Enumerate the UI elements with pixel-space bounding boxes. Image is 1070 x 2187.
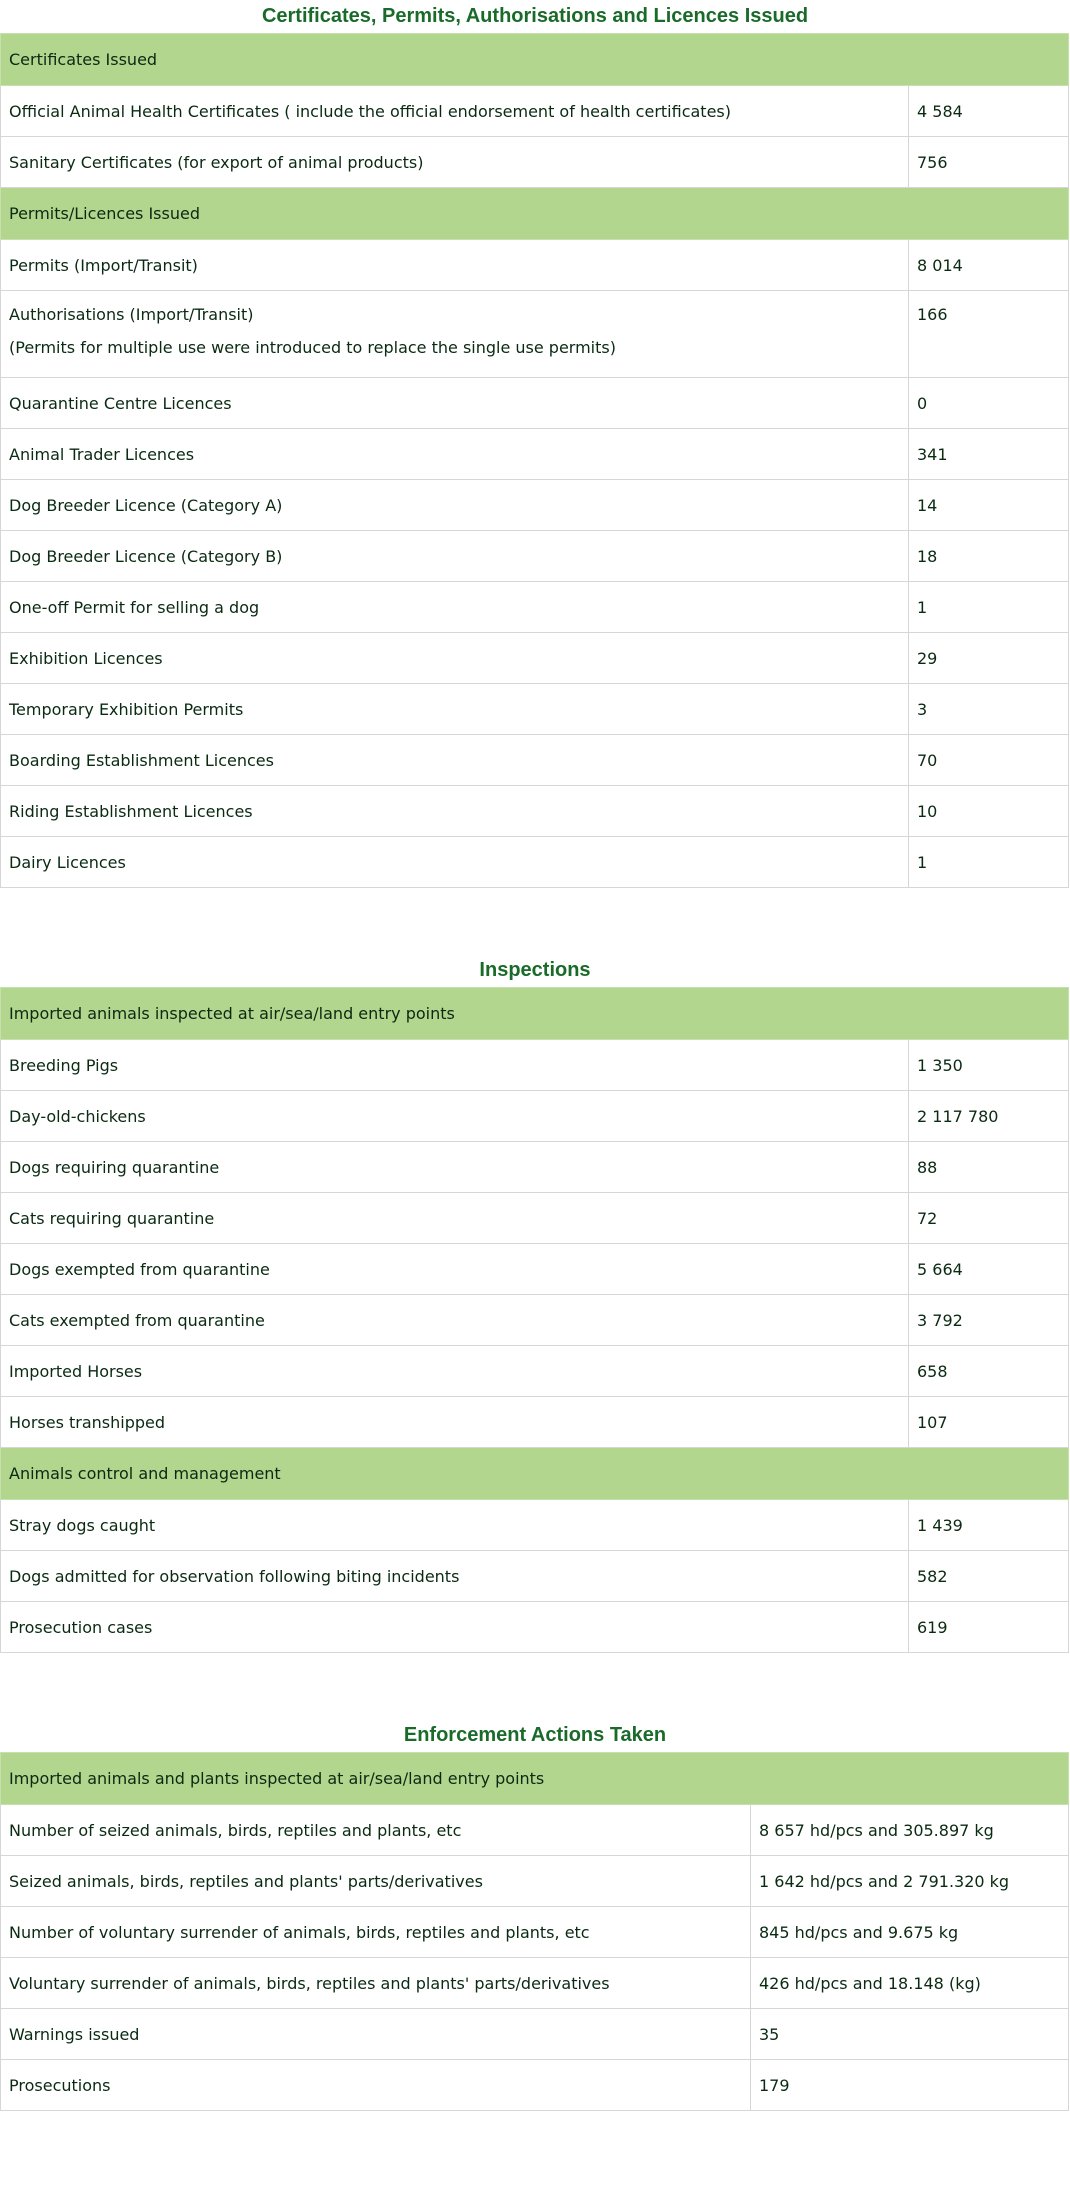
row-value: 1 xyxy=(909,582,1069,633)
table-row xyxy=(1,531,1069,582)
table-row xyxy=(1,1244,1069,1295)
table-row xyxy=(1,837,1069,888)
table-row xyxy=(1,1551,1069,1602)
row-value: 35 xyxy=(751,2009,1069,2060)
row-label: Breeding Pigs xyxy=(1,1040,909,1091)
table-row xyxy=(1,582,1069,633)
row-value: 4 584 xyxy=(909,86,1069,137)
table-row xyxy=(1,1091,1069,1142)
table-row xyxy=(1,1397,1069,1448)
row-label: Exhibition Licences xyxy=(1,633,909,684)
table-row xyxy=(1,1193,1069,1244)
row-label: Number of seized animals, birds, reptiles and plants, etc xyxy=(1,1805,751,1856)
table-row xyxy=(1,633,1069,684)
row-value: 8 657 hd/pcs and 305.897 kg xyxy=(751,1805,1069,1856)
row-label: Sanitary Certificates (for export of animal products) xyxy=(1,137,909,188)
table-group-header xyxy=(1,1448,1069,1500)
row-label: Dogs admitted for observation following biting incidents xyxy=(1,1551,909,1602)
row-value: 179 xyxy=(751,2060,1069,2111)
row-label: Warnings issued xyxy=(1,2009,751,2060)
imported-animals-header: Imported animals inspected at air/sea/land entry points xyxy=(1,988,1069,1040)
row-value: 426 hd/pcs and 18.148 (kg) xyxy=(751,1958,1069,2009)
permits-licences-header: Permits/Licences Issued xyxy=(1,188,1069,240)
row-label: Dogs exempted from quarantine xyxy=(1,1244,909,1295)
row-value: 18 xyxy=(909,531,1069,582)
row-label: Quarantine Centre Licences xyxy=(1,378,909,429)
table-row xyxy=(1,2009,1069,2060)
row-label: Permits (Import/Transit) xyxy=(1,240,909,291)
row-value: 166 xyxy=(909,291,1069,378)
row-value: 3 xyxy=(909,684,1069,735)
table-row xyxy=(1,786,1069,837)
row-label: Dairy Licences xyxy=(1,837,909,888)
table-row xyxy=(1,291,1069,378)
row-value: 10 xyxy=(909,786,1069,837)
row-value: 70 xyxy=(909,735,1069,786)
table-row xyxy=(1,1856,1069,1907)
row-value: 756 xyxy=(909,137,1069,188)
row-label: Imported Horses xyxy=(1,1346,909,1397)
table-row xyxy=(1,1602,1069,1653)
row-value: 341 xyxy=(909,429,1069,480)
row-value: 5 664 xyxy=(909,1244,1069,1295)
table-row xyxy=(1,1805,1069,1856)
row-label: Dog Breeder Licence (Category B) xyxy=(1,531,909,582)
row-label: Day-old-chickens xyxy=(1,1091,909,1142)
row-label: Cats requiring quarantine xyxy=(1,1193,909,1244)
row-value: 14 xyxy=(909,480,1069,531)
table-row xyxy=(1,1040,1069,1091)
table-row xyxy=(1,1500,1069,1551)
row-value: 845 hd/pcs and 9.675 kg xyxy=(751,1907,1069,1958)
row-label: Animal Trader Licences xyxy=(1,429,909,480)
table-row xyxy=(1,378,1069,429)
table-row xyxy=(1,684,1069,735)
row-value: 2 117 780 xyxy=(909,1091,1069,1142)
row-label: Prosecution cases xyxy=(1,1602,909,1653)
row-label: Temporary Exhibition Permits xyxy=(1,684,909,735)
row-label: Boarding Establishment Licences xyxy=(1,735,909,786)
table-group-header xyxy=(1,1753,1069,1805)
table-row xyxy=(1,480,1069,531)
table-row xyxy=(1,240,1069,291)
row-label: Horses transhipped xyxy=(1,1397,909,1448)
enforcement-section-title: Enforcement Actions Taken xyxy=(403,1724,667,1746)
row-value: 72 xyxy=(909,1193,1069,1244)
certificates-table xyxy=(0,33,1069,888)
table-row xyxy=(1,137,1069,188)
row-value: 1 350 xyxy=(909,1040,1069,1091)
row-label: Cats exempted from quarantine xyxy=(1,1295,909,1346)
table-row xyxy=(1,1142,1069,1193)
row-value: 3 792 xyxy=(909,1295,1069,1346)
row-label: Dog Breeder Licence (Category A) xyxy=(1,480,909,531)
row-label: Dogs requiring quarantine xyxy=(1,1142,909,1193)
row-value: 1 439 xyxy=(909,1500,1069,1551)
row-label xyxy=(1,291,909,378)
animals-control-header: Animals control and management xyxy=(1,1448,1069,1500)
authorisations-note: (Permits for multiple use were introduced to replace the single use permits) xyxy=(9,338,616,357)
table-group-header xyxy=(1,188,1069,240)
row-label: One-off Permit for selling a dog xyxy=(1,582,909,633)
enforcement-header: Imported animals and plants inspected at air/sea/land entry points xyxy=(1,1753,1069,1805)
table-row xyxy=(1,1958,1069,2009)
row-label: Voluntary surrender of animals, birds, reptiles and plants' parts/derivatives xyxy=(1,1958,751,2009)
table-row xyxy=(1,1346,1069,1397)
inspections-section-title: Inspections xyxy=(479,959,591,981)
row-value: 29 xyxy=(909,633,1069,684)
table-row xyxy=(1,86,1069,137)
row-label: Official Animal Health Certificates ( include the official endorsement of health certificates) xyxy=(1,86,909,137)
certificates-section-title: Certificates, Permits, Authorisations and Licences Issued xyxy=(261,5,809,27)
table-group-header xyxy=(1,988,1069,1040)
row-value: 107 xyxy=(909,1397,1069,1448)
row-value: 658 xyxy=(909,1346,1069,1397)
row-value: 1 642 hd/pcs and 2 791.320 kg xyxy=(751,1856,1069,1907)
enforcement-table xyxy=(0,1752,1069,2111)
row-value: 88 xyxy=(909,1142,1069,1193)
row-label: Prosecutions xyxy=(1,2060,751,2111)
row-value: 8 014 xyxy=(909,240,1069,291)
row-label: Number of voluntary surrender of animals, birds, reptiles and plants, etc xyxy=(1,1907,751,1958)
row-label: Stray dogs caught xyxy=(1,1500,909,1551)
table-row xyxy=(1,429,1069,480)
inspections-table xyxy=(0,987,1069,1653)
table-row xyxy=(1,2060,1069,2111)
row-label: Seized animals, birds, reptiles and plants' parts/derivatives xyxy=(1,1856,751,1907)
certificates-issued-header: Certificates Issued xyxy=(1,34,1069,86)
row-value: 619 xyxy=(909,1602,1069,1653)
row-value: 582 xyxy=(909,1551,1069,1602)
table-row xyxy=(1,1907,1069,1958)
row-value: 0 xyxy=(909,378,1069,429)
row-label: Riding Establishment Licences xyxy=(1,786,909,837)
table-row xyxy=(1,735,1069,786)
row-value: 1 xyxy=(909,837,1069,888)
table-row xyxy=(1,1295,1069,1346)
authorisations-label: Authorisations (Import/Transit) xyxy=(9,305,254,324)
table-group-header xyxy=(1,34,1069,86)
